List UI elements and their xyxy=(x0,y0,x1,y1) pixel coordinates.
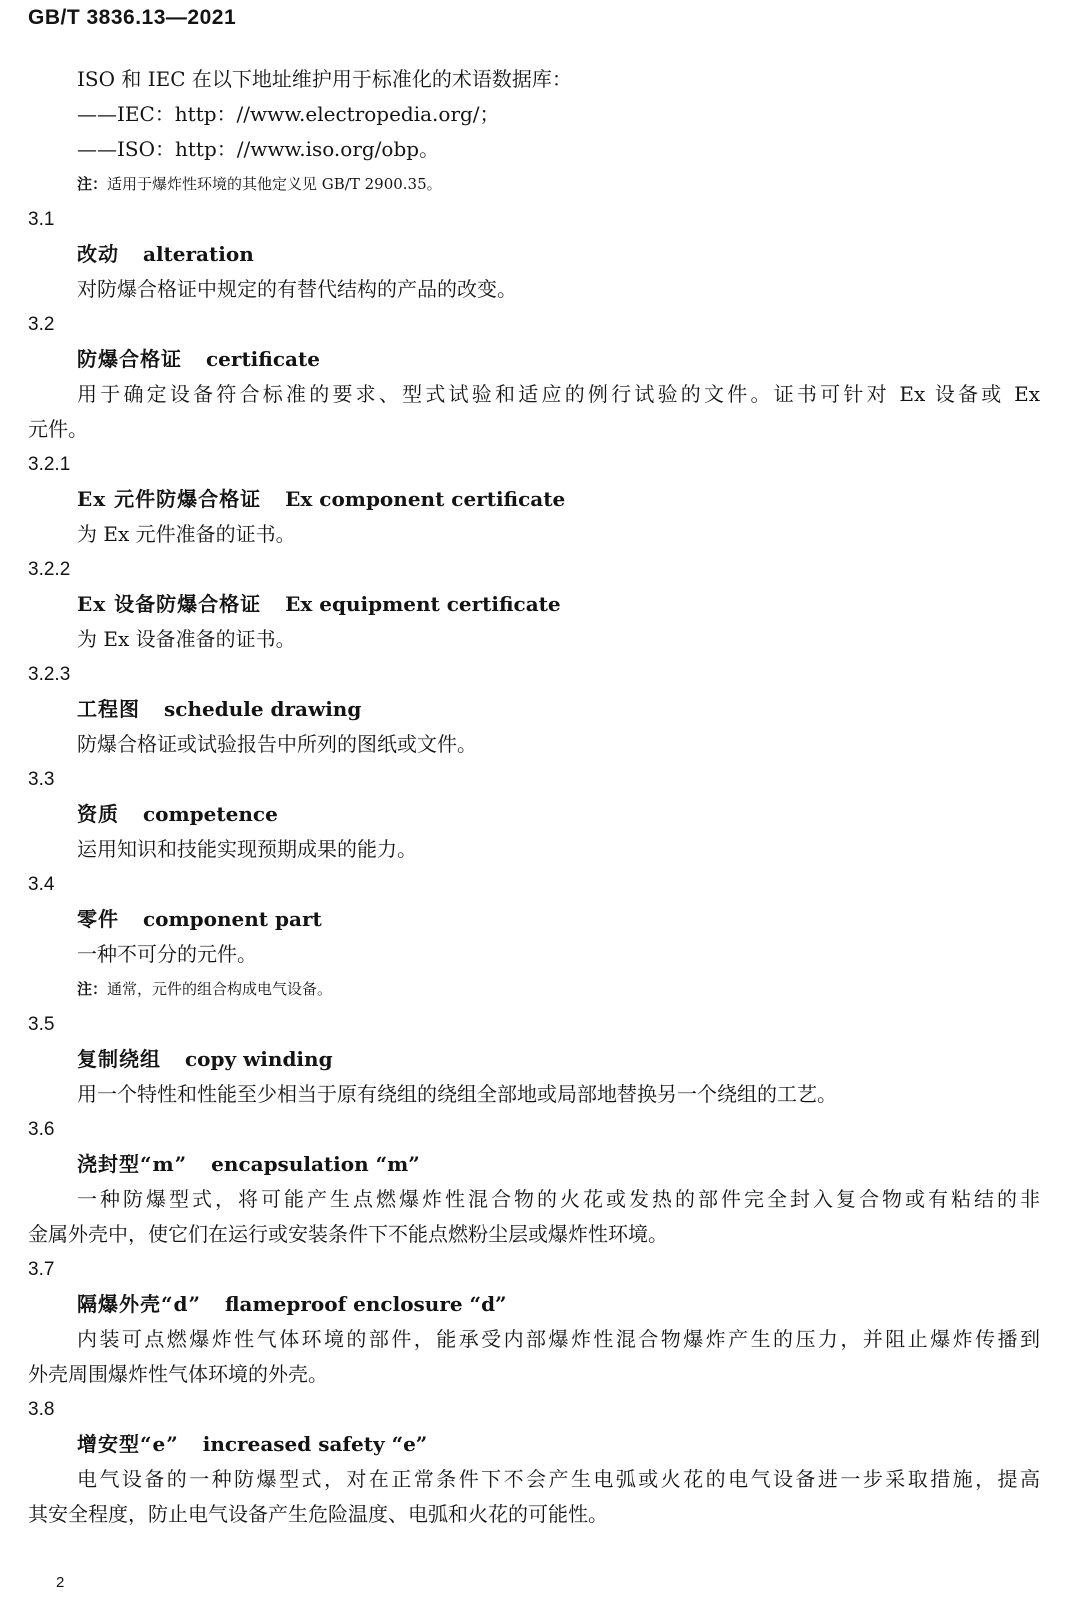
term-definition: 为 Ex 元件准备的证书。 xyxy=(77,522,296,546)
term-en: Ex equipment certificate xyxy=(285,592,561,616)
term-heading xyxy=(0,692,1080,727)
term-heading xyxy=(0,797,1080,832)
term-definition: 用一个特性和性能至少相当于原有绕组的绕组全部地或局部地替换另一个绕组的工艺。 xyxy=(77,1082,837,1106)
clause-number: 3.2 xyxy=(28,314,55,335)
term-heading xyxy=(0,1427,1080,1462)
intro-iec-link: ——IEC：http：//www.electropedia.org/； xyxy=(77,102,500,126)
term-definition: 一种防爆型式，将可能产生点燃爆炸性混合物的火花或发热的部件完全封入复合物或有粘结的非 xyxy=(77,1187,1040,1211)
term-definition-continued: 外壳周围爆炸性气体环境的外壳。 xyxy=(28,1362,328,1386)
term-en: competence xyxy=(143,802,278,826)
clause-number: 3.2.2 xyxy=(28,559,71,580)
clause-number: 3.8 xyxy=(28,1399,55,1420)
term-en: Ex component certificate xyxy=(285,487,566,511)
clause-number: 3.7 xyxy=(28,1259,55,1280)
term-en: component part xyxy=(143,907,322,931)
term-zh: Ex 元件防爆合格证 xyxy=(77,487,262,511)
term-en: schedule drawing xyxy=(164,697,362,721)
term-heading xyxy=(0,587,1080,622)
term-definition: 电气设备的一种防爆型式，对在正常条件下不会产生电弧或火花的电气设备进一步采取措施，提高 xyxy=(77,1467,1040,1491)
clause-number: 3.1 xyxy=(28,209,55,230)
term-definition: 运用知识和技能实现预期成果的能力。 xyxy=(77,837,417,861)
term-zh: 浇封型“m” xyxy=(77,1152,188,1176)
clause-number: 3.4 xyxy=(28,874,55,895)
term-en: certificate xyxy=(206,347,320,371)
term-zh: 改动 xyxy=(77,242,119,266)
term-heading xyxy=(0,1287,1080,1322)
term-zh: 增安型“e” xyxy=(77,1432,179,1456)
term-heading xyxy=(0,1147,1080,1182)
term-definition: 一种不可分的元件。 xyxy=(77,942,257,966)
term-definition-continued: 其安全程度，防止电气设备产生危险温度、电弧和火花的可能性。 xyxy=(28,1502,608,1526)
term-en: copy winding xyxy=(185,1047,333,1071)
term-zh: 零件 xyxy=(77,907,119,931)
term-en: increased safety “e” xyxy=(202,1432,428,1456)
term-en: alteration xyxy=(143,242,254,266)
intro-line: ISO 和 IEC 在以下地址维护用于标准化的术语数据库： xyxy=(77,67,572,91)
term-note xyxy=(0,972,1080,1007)
clause-number: 3.5 xyxy=(28,1014,55,1035)
term-zh: 隔爆外壳“d” xyxy=(77,1292,201,1316)
page-content xyxy=(0,62,1080,1532)
term-definition: 对防爆合格证中规定的有替代结构的产品的改变。 xyxy=(77,277,517,301)
term-definition: 内装可点燃爆炸性气体环境的部件，能承受内部爆炸性混合物爆炸产生的压力，并阻止爆炸传播到 xyxy=(77,1327,1040,1351)
page-number: 2 xyxy=(56,1574,65,1591)
note-label: 注： xyxy=(77,175,108,193)
clause-number: 3.2.3 xyxy=(28,664,71,685)
term-zh: 资质 xyxy=(77,802,119,826)
term-zh: 复制绕组 xyxy=(77,1047,161,1071)
intro-note xyxy=(0,167,1080,202)
term-heading xyxy=(0,1042,1080,1077)
term-definition-continued: 金属外壳中，使它们在运行或安装条件下不能点燃粉尘层或爆炸性环境。 xyxy=(28,1222,668,1246)
term-definition: 为 Ex 设备准备的证书。 xyxy=(77,627,296,651)
term-heading xyxy=(0,342,1080,377)
term-heading xyxy=(0,482,1080,517)
term-definition: 用于确定设备符合标准的要求、型式试验和适应的例行试验的文件。证书可针对 Ex 设备或 Ex xyxy=(77,382,1040,406)
term-definition: 防爆合格证或试验报告中所列的图纸或文件。 xyxy=(77,732,477,756)
clause-number: 3.3 xyxy=(28,769,55,790)
note-label: 注： xyxy=(77,980,108,998)
term-heading xyxy=(0,237,1080,272)
term-definition-continued: 元件。 xyxy=(28,417,88,441)
term-zh: 防爆合格证 xyxy=(77,347,182,371)
note-text: 通常，元件的组合构成电气设备。 xyxy=(107,980,333,998)
term-zh: 工程图 xyxy=(77,697,140,721)
term-zh: Ex 设备防爆合格证 xyxy=(77,592,262,616)
term-en: flameproof enclosure “d” xyxy=(225,1292,507,1316)
note-text: 适用于爆炸性环境的其他定义见 GB/T 2900.35。 xyxy=(107,175,442,193)
clause-number: 3.2.1 xyxy=(28,454,71,475)
term-heading xyxy=(0,902,1080,937)
standard-code: GB/T 3836.13—2021 xyxy=(28,6,237,29)
clause-number: 3.6 xyxy=(28,1119,55,1140)
term-en: encapsulation “m” xyxy=(211,1152,420,1176)
intro-iso-link: ——ISO：http：//www.iso.org/obp。 xyxy=(77,137,440,161)
